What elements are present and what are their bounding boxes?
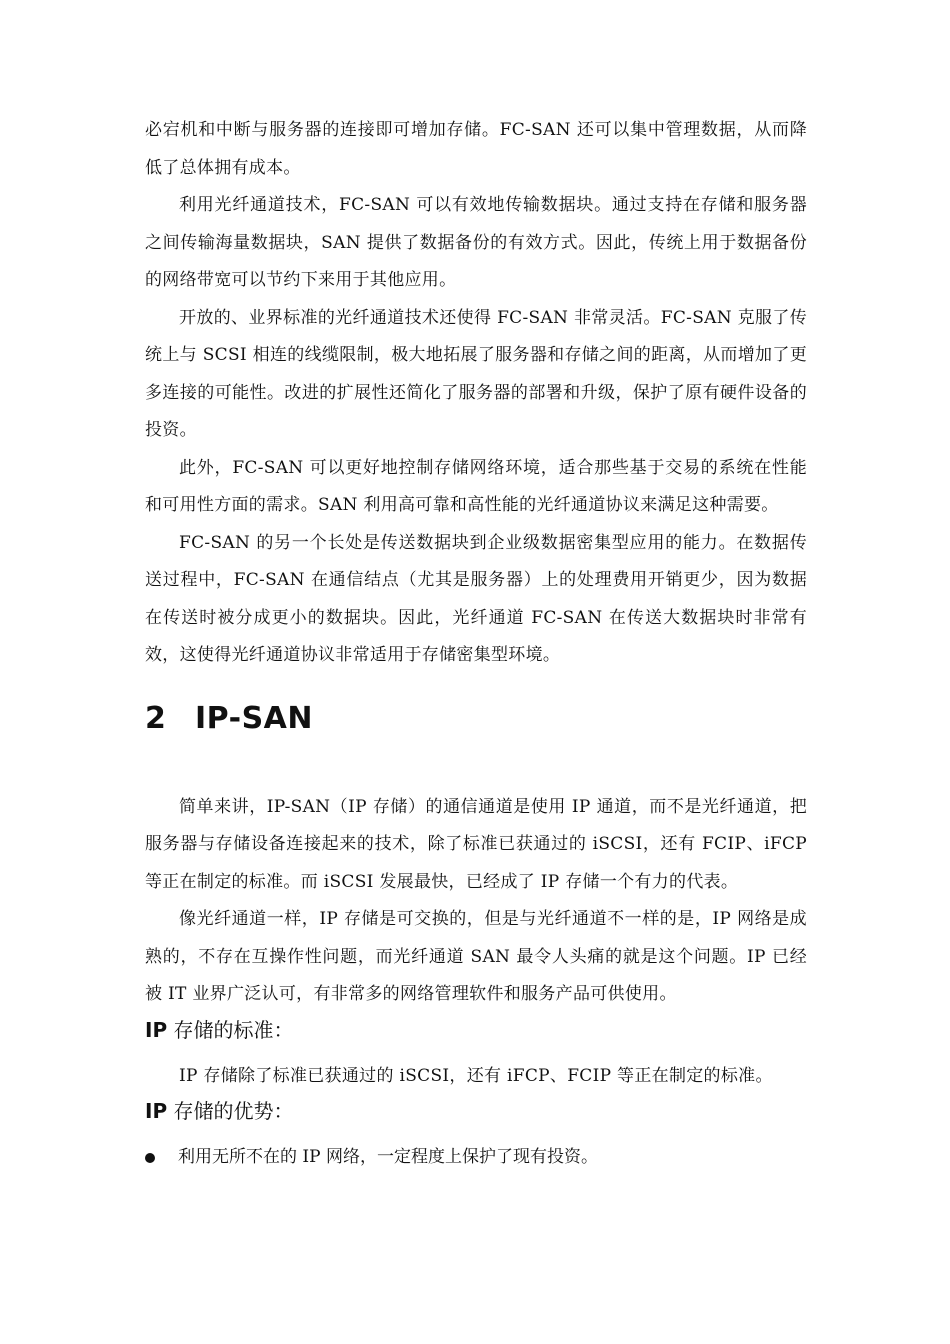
- subheading-prefix: IP: [145, 1017, 168, 1042]
- paragraph: 开放的、业界标准的光纤通道技术还使得 FC-SAN 非常灵活。FC-SAN 克服了传统上与 SCSI 相连的线缆限制，极大地拓展了服务器和存储之间的距离，从而增加了更多连接的可能性。改进的扩展性还简化了服务器的部署和升级，保护了原有硬件设备的投资。: [145, 307, 807, 440]
- paragraph: 像光纤通道一样，IP 存储是可交换的，但是与光纤通道不一样的是，IP 网络是成熟的，不存在互操作性问题，而光纤通道 SAN 最令人头痛的就是这个问题。IP 已经被 IT 业界广泛认可，有非常多的网络管理软件和服务产品可供使用。: [145, 909, 807, 1004]
- subheading-advantages: [145, 1095, 807, 1127]
- advantages-list: [145, 1139, 807, 1176]
- subheading-text: 存储的标准：: [167, 1017, 294, 1042]
- paragraph: 必宕机和中断与服务器的连接即可增加存储。FC-SAN 还可以集中管理数据，从而降低了总体拥有成本。: [145, 120, 807, 178]
- section-heading: [145, 699, 807, 739]
- list-item: [145, 1139, 807, 1176]
- subheading-standards: [145, 1014, 807, 1046]
- paragraph: 利用光纤通道技术，FC-SAN 可以有效地传输数据块。通过支持在存储和服务器之间传输海量数据块，SAN 提供了数据备份的有效方式。因此，传统上用于数据备份的网络带宽可以节约下来用于其他应用。: [145, 195, 807, 290]
- paragraph: FC-SAN 的另一个长处是传送数据块到企业级数据密集型应用的能力。在数据传送过程中，FC-SAN 在通信结点（尤其是服务器）上的处理费用开销更少，因为数据在传送时被分成更小的数据块。因此，光纤通道 FC-SAN 在传送大数据块时非常有效，这使得光纤通道协议非常适用于存储密集型环境。: [145, 532, 807, 665]
- list-item-text: 利用无所不在的 IP 网络，一定程度上保护了现有投资。: [178, 1147, 598, 1167]
- paragraph: IP 存储除了标准已获通过的 iSCSI，还有 iFCP、FCIP 等正在制定的标准。: [179, 1065, 773, 1086]
- paragraph: 简单来讲，IP-SAN（IP 存储）的通信通道是使用 IP 通道，而不是光纤通道，把服务器与存储设备连接起来的技术，除了标准已获通过的 iSCSI，还有 FCIP、iFCP 等正在制定的标准。而 iSCSI 发展最快，已经成了 IP 存储一个有力的代表。: [145, 796, 807, 892]
- section-title: IP-SAN: [195, 700, 314, 736]
- subheading-text: 存储的优势：: [167, 1099, 294, 1123]
- paragraph: 此外，FC-SAN 可以更好地控制存储网络环境，适合那些基于交易的系统在性能和可用性方面的需求。SAN 利用高可靠和高性能的光纤通道协议来满足这种需要。: [145, 457, 807, 515]
- bullet-dot-icon: [145, 1153, 155, 1163]
- document-page: [145, 112, 807, 1176]
- section-number: 2: [145, 700, 167, 736]
- subheading-prefix: IP: [145, 1099, 168, 1123]
